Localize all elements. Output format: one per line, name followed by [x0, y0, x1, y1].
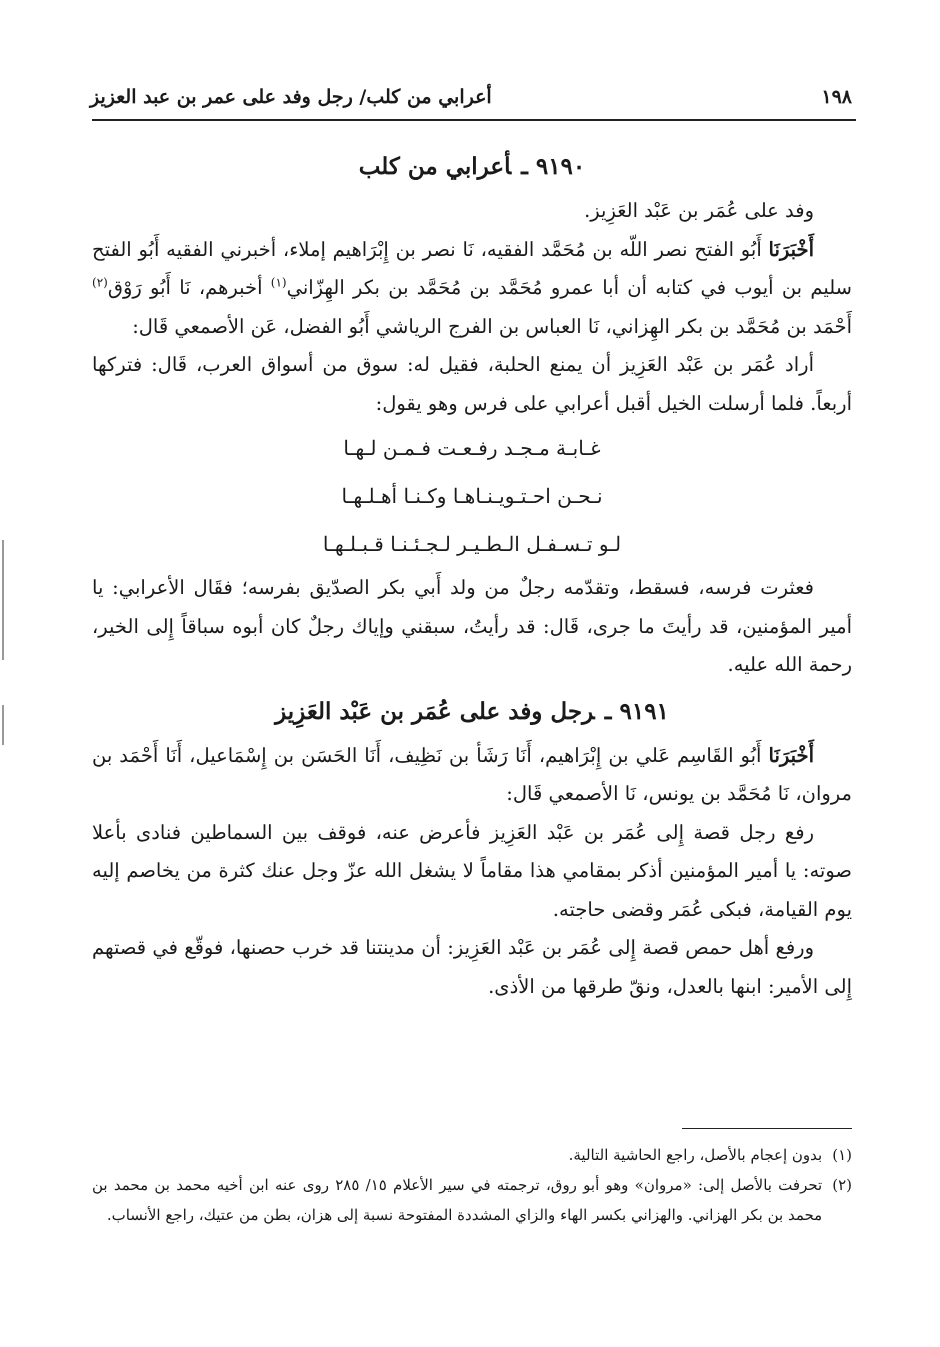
- section-title: رجل وفد على عُمَر بن عَبْد العَزِيز: [275, 697, 595, 725]
- footnote-marker: (١): [270, 275, 287, 290]
- page-header: [90, 80, 852, 114]
- poem-verse: غـابـة مـجـد رفـعـت فـمـن لـهـا: [343, 436, 601, 460]
- header-rule: [92, 119, 856, 121]
- poem-verse: نـحـن احـتـويـنـاهـا وكـنـا أهـلـهـا: [341, 484, 603, 508]
- isnad-paragraph: [92, 231, 852, 347]
- isnad-lead: أَخْبَرَنَا: [768, 237, 814, 261]
- main-text: [92, 140, 852, 1006]
- footnote-number: (٢): [832, 1176, 852, 1194]
- section-intro: وفد على عُمَر بن عَبْد العَزِيز.: [584, 199, 814, 222]
- footnote: [92, 1170, 852, 1230]
- margin-mark: [2, 540, 4, 660]
- section-heading: [92, 144, 852, 190]
- isnad-text: أَحْمَد بن مُحَمَّد بن بكر الهِزاني، نَا العباس بن الفرج الرياشي أَبُو الفضل، عَن الأصمعي قَال:: [132, 314, 852, 338]
- isnad-paragraph: [92, 737, 852, 814]
- footnote-text: بدون إعجام بالأصل، راجع الحاشية التالية.: [568, 1146, 823, 1164]
- section-number: ٩١٩٠ ـ: [521, 153, 586, 180]
- page-number: ١٩٨: [821, 86, 852, 108]
- narrative-paragraph: فعثرت فرسه، فسقط، وتقدّمه رجلٌ من ولد أَبي بكر الصدّيق بفرسه؛ فقَال الأعرابي: يا أمير المؤمنين، قد رأيتَ ما جرى، قَال: قد رأيتُ، سبقني وإياك رجلٌ كان أبوه سباقاً إِلى الخير، رحمة الله عليه.: [92, 576, 852, 676]
- section-title: أعرابي من كلب: [358, 153, 512, 180]
- footnote-text: تحرفت بالأصل إلى: «مروان» وهو أبو روق، ترجمته في سير الأعلام ١٥/ ٢٨٥ روى عنه ابن أخيه محمد بن محمد بن محمد بن بكر الهزاني. والهزاني بكسر الهاء والزاي المشددة المفتوحة نسبة إلى هزان، بطن من عتيك، راجع الأنساب.: [92, 1176, 823, 1224]
- narrative-paragraph: ورفع أهل حمص قصة إِلى عُمَر بن عَبْد العَزِيز: أن مدينتنا قد خرب حصنها، فوقّع في قصتهم إِلى الأمير: ابنها بالعدل، ونقّ طرقها من الأذى.: [92, 936, 852, 998]
- isnad-text: أَبُو الفتح نصر اللّه بن مُحَمَّد الفقيه، نَا نصر بن إِبْرَاهيم إملاء، أخبرني الفقيه أَبُو الفتح سليم بن أيوب في كتابه أن أبا عمرو مُحَمَّد بن مُحَمَّد بن بكر الهِزّاني: [92, 237, 852, 299]
- margin-mark: [2, 705, 4, 745]
- footnote-marker: (٢): [92, 275, 108, 290]
- isnad-text: أخبرهم، نَا أَبُو رَوْق: [107, 276, 271, 299]
- isnad-text: أَبُو القَاسِم عَلي بن إِبْرَاهيم، أَنَا رَشَأ بن نَظِيف، أَنَا الحَسَن بن إِسْمَاعيل، أَنَا أَحْمَد بن مروان، نَا مُحَمَّد بن يونس، نَا الأصمعي قَال:: [92, 743, 852, 805]
- narrative-paragraph: رفع رجل قصة إِلى عُمَر بن عَبْد العَزِيز فأعرض عنه، فوقف بين السماطين فنادى بأعلا صوته: يا أمير المؤمنين أذكر بمقامي هذا مقاماً لا يشغل الله عزّ وجل عنك كثرة من يخاصم إليه يوم القيامة، فبكى عُمَر وقضى حاجته.: [92, 820, 852, 921]
- section-heading: [92, 689, 852, 735]
- footnote: [92, 1140, 852, 1170]
- running-title: أعرابي من كلب/ رجل وفد على عمر بن عبد العزيز: [90, 86, 492, 108]
- isnad-lead: أَخْبَرَنَا: [768, 743, 814, 767]
- poem-verse: لـو تـسـفـل الـطـيـر لـجـئـنـا قـبـلـهـا: [322, 532, 622, 556]
- footnotes: [92, 1140, 852, 1230]
- footnote-rule: [682, 1128, 852, 1129]
- section-number: ٩١٩١ ـ: [604, 697, 669, 725]
- footnote-number: (١): [832, 1146, 852, 1164]
- narrative-paragraph: أراد عُمَر بن عَبْد العَزِيز أن يمنع الحلبة، فقيل له: سوق من أسواق العرب، قَال: فتركها أربعاً. فلما أرسلت الخيل أقبل أعرابي على فرس وهو يقول:: [92, 353, 852, 415]
